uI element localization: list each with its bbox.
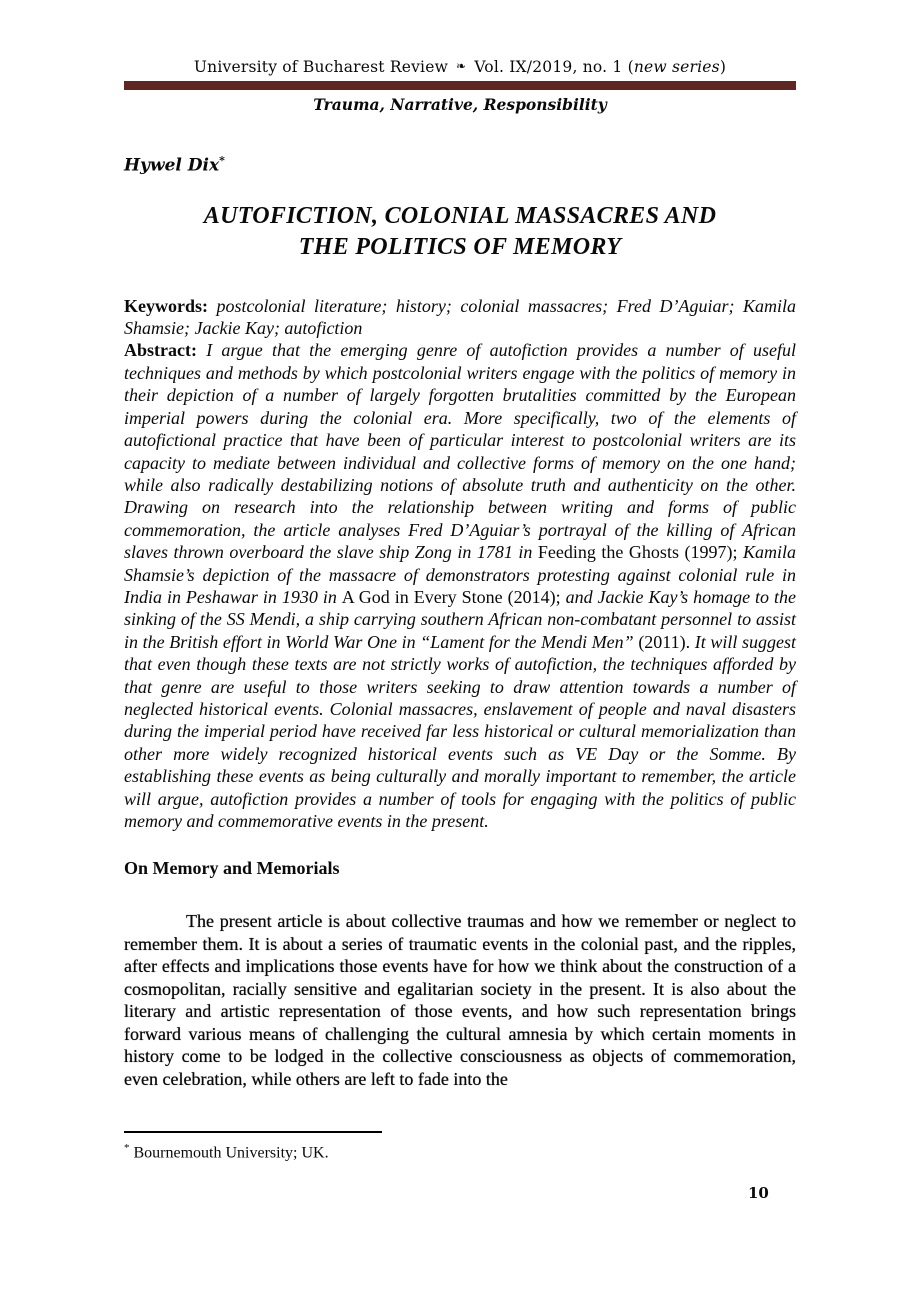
article-title-line-2: THE POLITICS OF MEMORY [298, 233, 622, 260]
page-number: 10 [748, 1184, 769, 1202]
abstract-segment: It will suggest that even though these texts are not strictly works of autofiction, the techniques afforded by that genre are useful to those writers seeking to draw attention towards a number of neglected historical events. Colonial massacres, enslavement of people and naval disasters during the imperial period have received far less historical or cultural memorialization than other more widely recognized historical events such as VE Day or the Somme. By establishing these events as being culturally and morally important to remember, the article will argue, autofiction provides a number of tools for engaging with the politics of public memory and commemorative events in the present. [124, 631, 796, 831]
article-title-line-1: AUTOFICTION, COLONIAL MASSACRES AND [203, 202, 717, 229]
footnote-text-line [124, 1142, 796, 1162]
keywords-paragraph [124, 295, 796, 340]
journal-header-line [124, 58, 796, 76]
footnote-text: Bournemouth University; UK. [133, 1144, 329, 1162]
abstract-segment: A God in Every Stone (2014); [341, 586, 566, 607]
volume-info: Vol. IX/2019, no. 1 ( [474, 58, 634, 76]
abstract-paragraph [124, 339, 796, 832]
abstract-segment: I argue that the emerging genre of autofiction provides a number of useful techniques and methods by which postcolonial writers engage with the politics of memory in their depiction of a number of largely forgotten brutalities committed by the European imperial powers during the colonial era. More specifically, two of the elements of autofictional practice that have been of particular interest to postcolonial writers are its capacity to mediate between individual and collective forms of memory on the one hand; while also radically destabilizing notions of absolute truth and authenticity on the other. Drawing on research into the relationship between writing and forms of public commemoration, the article analyses Fred D’Aguiar’s portrayal of the killing of African slaves thrown overboard the slave ship Zong in 1781 in [124, 340, 797, 563]
abstract-segment: Kamila Shamsie’s depiction of the massacre of demonstrators protesting against colonial rule in India in Peshawar in 1930 in [124, 542, 796, 607]
author-name: Hywel Dix [124, 155, 220, 176]
fleuron-icon: ❧ [456, 59, 467, 73]
author-footnote-mark: * [219, 154, 225, 167]
footnote-rule [124, 1131, 382, 1133]
body-paragraph: The present article is about collective traumas and how we remember or neglect to remember them. It is about a series of traumatic events in the colonial past, and the ripples, after effects and implications those events have for how we think about the construction of a cosmopolitan, racially sensitive and egalitarian society in the present. It is also about the literary and artistic representation of those events, and how such representation brings forward various means of challenging the cultural amnesia by which certain moments in history come to be lodged in the collective consciousness as objects of commemoration, even celebration, while others are left to fade into the [124, 911, 796, 1089]
section-heading: On Memory and Memorials [124, 858, 340, 879]
abstract-segment: Feeding the Ghosts (1997); [537, 542, 743, 563]
issue-subtitle: Trauma, Narrative, Responsibility [313, 95, 607, 114]
header-rule [124, 81, 796, 90]
article-title [124, 201, 796, 263]
abstract-label: Abstract: [124, 340, 197, 361]
volume-info-close: ) [719, 58, 727, 76]
journal-name: University of Bucharest Review [193, 58, 449, 76]
abstract-segment: (2011). [638, 631, 695, 652]
keywords-text: postcolonial literature; history; colonial massacres; Fred D’Aguiar; Kamila Shamsie; Jackie Kay; autofiction [124, 295, 796, 339]
abstract-segment: and Jackie Kay’s homage to the sinking of the SS Mendi, a ship carrying southern African non-combatant personnel to assist in the British effort in World War One in “Lament for the Mendi Men” [124, 586, 796, 652]
page-content [124, 0, 796, 1090]
volume-series-italic: new series [633, 58, 720, 76]
footnote-mark: * [124, 1142, 130, 1154]
author-line [124, 154, 796, 176]
keywords-label: Keywords: [124, 295, 208, 316]
footnote [124, 1131, 796, 1162]
